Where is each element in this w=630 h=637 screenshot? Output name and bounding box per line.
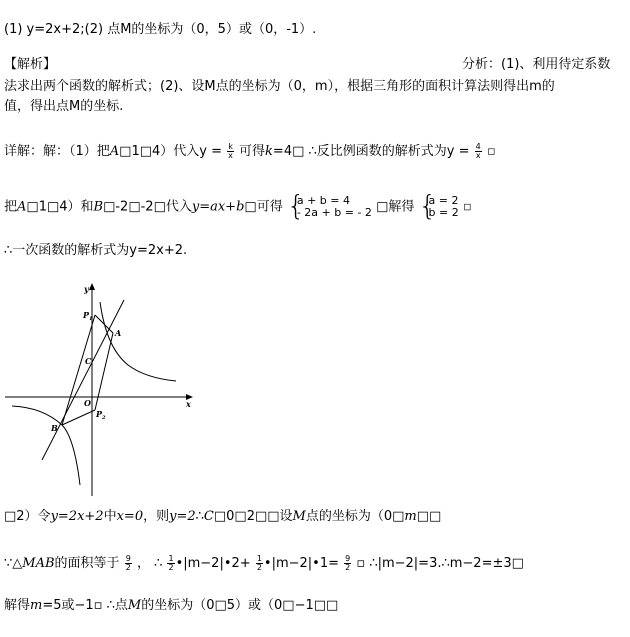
analysis-fenxi bbox=[462, 57, 610, 73]
label-P1 bbox=[82, 310, 93, 322]
y-axis-arrow-icon bbox=[89, 283, 95, 290]
detail-l2-f: y=ax+b bbox=[191, 199, 245, 215]
p2-k: 点的坐标为（0□ bbox=[305, 509, 405, 524]
segment-P2-A bbox=[95, 333, 113, 410]
detail-l2-h: □解得 bbox=[376, 199, 415, 215]
analysis-header: 【解析】 bbox=[4, 57, 57, 72]
detail-l2-e: □-2□-2□代入 bbox=[103, 199, 192, 215]
detail-l2-b: A bbox=[17, 199, 27, 215]
p2-a: □2）令 bbox=[4, 509, 51, 524]
p2-f: y=2 bbox=[169, 509, 196, 524]
broken-glyph: ▫ bbox=[486, 144, 496, 159]
broken-glyph: ▫ bbox=[462, 199, 472, 215]
label-y: y bbox=[84, 284, 89, 294]
p2-l: m bbox=[404, 509, 417, 524]
analysis-line3: 值，得出点M的坐标. bbox=[4, 99, 124, 114]
part2-line2 bbox=[4, 555, 524, 572]
p3-b: MAB bbox=[22, 556, 55, 571]
label-O: O bbox=[84, 398, 91, 408]
frac-den: x bbox=[228, 151, 233, 160]
label-P1-sub: 1 bbox=[89, 316, 93, 322]
p4-e: 的坐标为（0□5）或（0□−1□□ bbox=[141, 598, 339, 613]
equation-system-1 bbox=[286, 189, 372, 222]
fenxi-line1-tail: (1)、利用待定系数 bbox=[501, 57, 611, 72]
frac-den: 2 bbox=[125, 563, 131, 572]
frac-num: 9 bbox=[345, 554, 351, 563]
detail-l2-a: 把 bbox=[4, 199, 18, 215]
label-P1-main: P bbox=[83, 310, 90, 320]
p4-c: =5或−1▫ ∴点 bbox=[42, 598, 128, 613]
label-P2-main: P bbox=[96, 409, 103, 419]
fraction-9-over-2 bbox=[125, 555, 132, 572]
equation-system-2 bbox=[418, 189, 459, 222]
p2-b: y=2x+2 bbox=[50, 509, 104, 524]
frac-num: k bbox=[228, 142, 233, 151]
line-y-2x-2 bbox=[42, 300, 124, 460]
p3-g: ▫ ∴|m−2|=3.∴m−2=±3□ bbox=[356, 556, 524, 571]
fenxi-label: 分析： bbox=[462, 57, 502, 72]
frac-den: x bbox=[475, 151, 481, 160]
part2-line1 bbox=[4, 509, 441, 525]
answer-line: (1) y=2x+2;(2) 点M的坐标为（0，5）或（0，-1）. bbox=[4, 22, 317, 37]
p2-h: C bbox=[203, 509, 214, 524]
analysis-line2 bbox=[4, 79, 555, 95]
frac-num: 4 bbox=[475, 142, 481, 151]
system-row: a = 2 bbox=[428, 194, 459, 207]
part2-line3 bbox=[4, 598, 338, 614]
p2-g: ∴ bbox=[195, 509, 204, 524]
system-row: a + b = 4 bbox=[296, 194, 350, 207]
label-C: C bbox=[85, 356, 92, 366]
label-A: A bbox=[115, 328, 122, 338]
detail-l1-f: =4□ ∴反比例函数的解析式为y = bbox=[272, 144, 470, 159]
brace-icon: { bbox=[286, 189, 305, 222]
fraction-4-over-x bbox=[475, 143, 482, 160]
detail-l1-c: □1□4）代入y = bbox=[119, 144, 222, 159]
p2-e: ，则 bbox=[143, 509, 170, 524]
detail-line3: ∴一次函数的解析式为y=2x+2. bbox=[4, 243, 188, 258]
label-x: x bbox=[186, 399, 191, 409]
segment-P1-B bbox=[62, 315, 95, 425]
p3-e: •|m−2|•2+ bbox=[175, 556, 251, 571]
system-row: - 2a + b = - 2 bbox=[296, 206, 372, 219]
analysis-line2-mid: (2)、设M点的坐标为（0，m），根据三角形的面积计算法则得出m的 bbox=[160, 79, 555, 94]
brace-icon: { bbox=[418, 189, 437, 222]
label-P2 bbox=[95, 409, 106, 421]
p2-c: 中 bbox=[103, 509, 117, 524]
frac-num: 1 bbox=[256, 554, 262, 563]
p4-d: M bbox=[127, 598, 142, 613]
p4-b: m bbox=[30, 598, 43, 613]
detail-l2-c: □1□4）和 bbox=[26, 199, 94, 215]
p3-f: •|m−2|•1= bbox=[263, 556, 339, 571]
label-P2-sub: 2 bbox=[102, 415, 106, 421]
frac-den: 2 bbox=[256, 563, 262, 572]
system-row: b = 2 bbox=[428, 206, 459, 219]
detail-l1-b: A bbox=[109, 144, 120, 159]
p2-i: □0□2□□设 bbox=[213, 509, 293, 524]
frac-den: 2 bbox=[345, 563, 351, 572]
detail-l1-e: k bbox=[265, 144, 273, 159]
p2-m: □□ bbox=[416, 509, 442, 524]
fraction-1-over-2 bbox=[167, 555, 174, 572]
frac-num: 1 bbox=[168, 554, 174, 563]
coordinate-figure bbox=[0, 280, 200, 498]
p3-c: 的面积等于 bbox=[54, 556, 120, 571]
p3-d: ， ∴ bbox=[136, 556, 163, 571]
detail-l2-g: □可得 bbox=[244, 199, 283, 215]
label-B: B bbox=[51, 423, 58, 433]
p4-a: 解得 bbox=[4, 598, 31, 613]
detail-l1-a: 详解：解：（1）把 bbox=[4, 144, 110, 159]
frac-num: 9 bbox=[125, 554, 131, 563]
segment-P1-A bbox=[95, 315, 113, 333]
fraction-1-over-2 bbox=[256, 555, 263, 572]
detail-line2 bbox=[4, 189, 472, 222]
analysis-line2-pre: 法求出两个函数的解析式； bbox=[4, 79, 161, 94]
p2-d: x=0 bbox=[116, 509, 144, 524]
frac-den: 2 bbox=[168, 563, 174, 572]
fraction-9-over-2 bbox=[344, 555, 351, 572]
detail-line1 bbox=[4, 143, 496, 160]
hyperbola-branch-3 bbox=[12, 406, 80, 485]
p3-a: ∵△ bbox=[4, 556, 23, 571]
detail-l1-d: 可得 bbox=[239, 144, 266, 159]
p2-j: M bbox=[292, 509, 306, 524]
detail-l2-d: B bbox=[93, 199, 104, 215]
fraction-k-over-x bbox=[227, 143, 234, 160]
